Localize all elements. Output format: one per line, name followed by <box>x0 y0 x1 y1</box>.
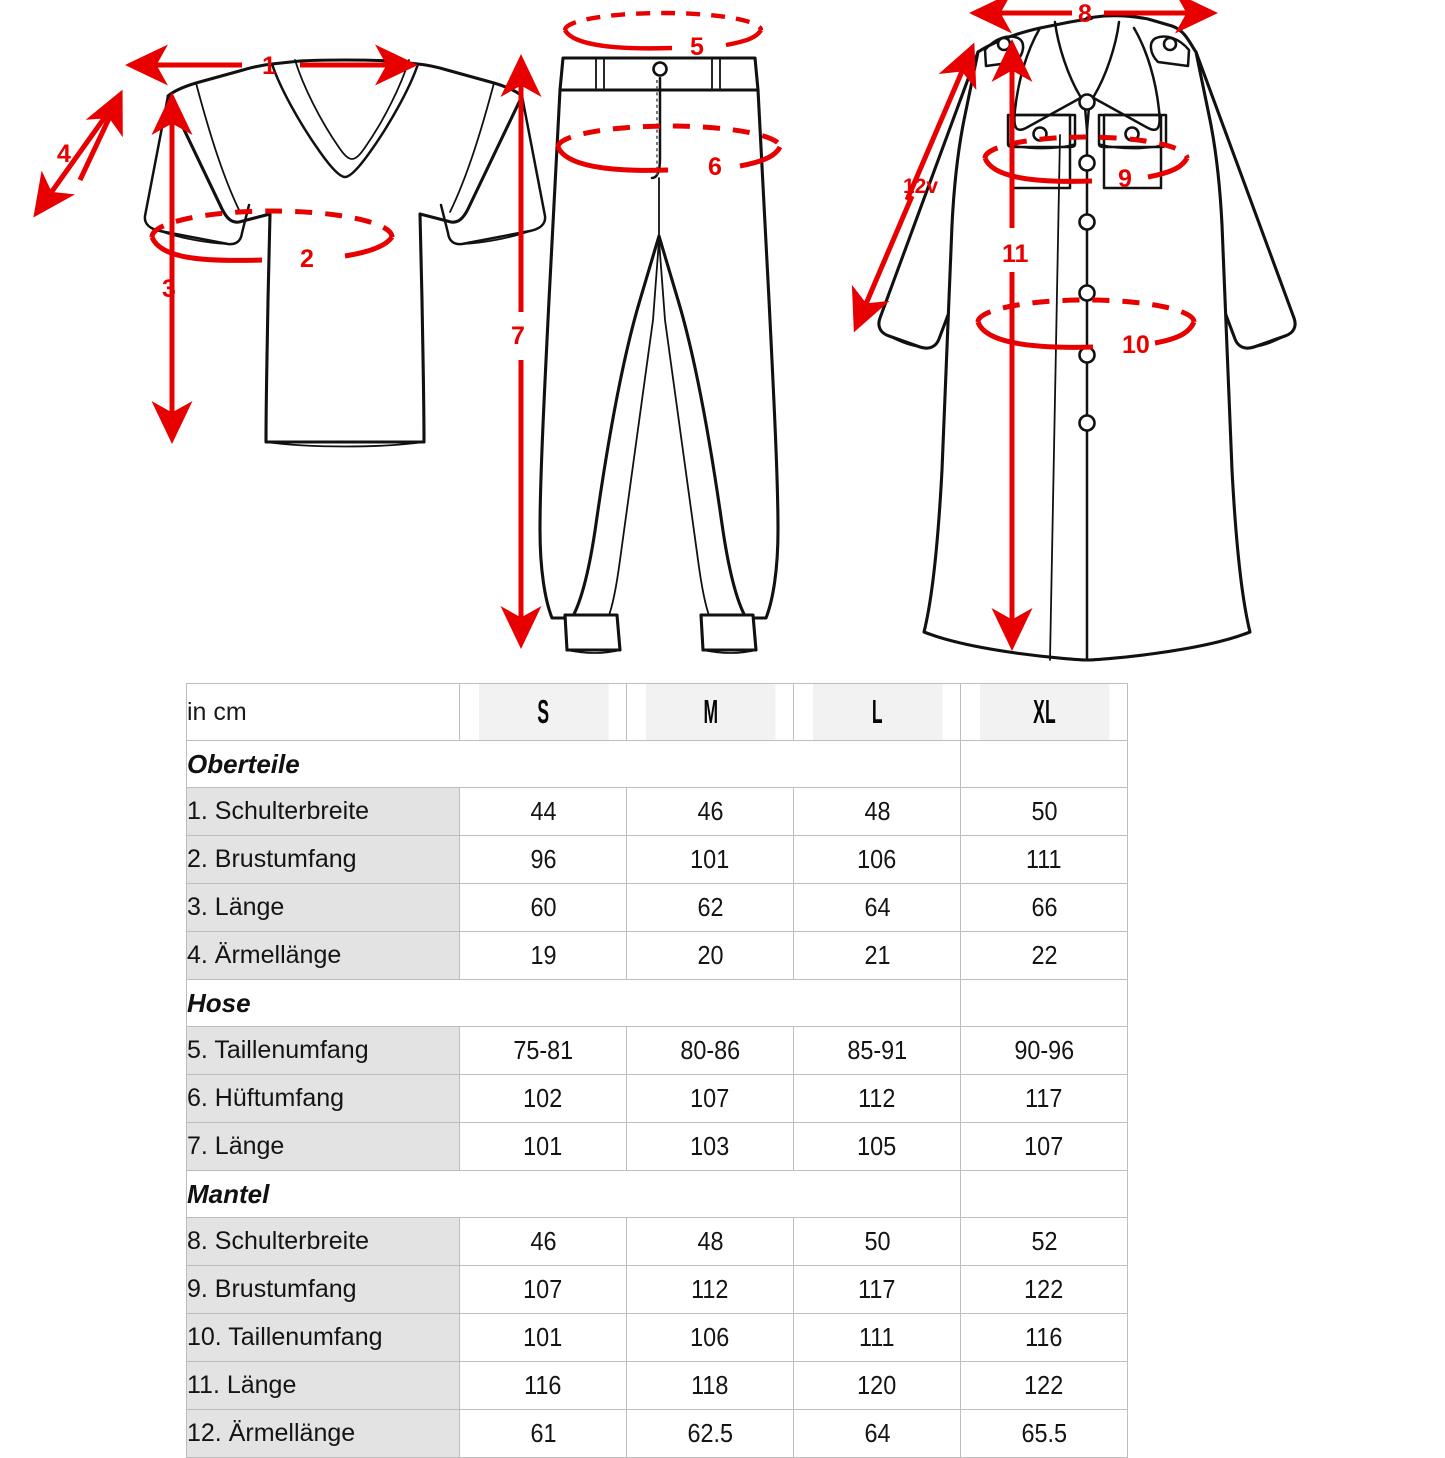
coat-epaulette-button-left <box>998 38 1010 50</box>
measurement-value <box>794 1123 961 1171</box>
measurement-value-text: 117 <box>858 1274 896 1304</box>
measurement-value-text: 62 <box>696 892 724 922</box>
size-column-header-s <box>478 684 608 741</box>
garment-illustrations <box>0 0 1445 670</box>
size-table-container <box>186 683 1127 1458</box>
measurement-value-text: 101 <box>523 1322 563 1352</box>
pants-measure-5-solid-right <box>726 30 761 45</box>
measurement-value-text: 65.5 <box>1021 1418 1067 1448</box>
measurement-value-text: 101 <box>523 1131 563 1161</box>
measurement-value-text: 107 <box>523 1274 563 1304</box>
measurement-value-text: 52 <box>1030 1226 1058 1256</box>
measurement-label: 1. Schulterbreite <box>187 788 460 836</box>
measurement-value-text: 46 <box>696 796 724 826</box>
measurement-value-text: 62.5 <box>687 1418 733 1448</box>
measurement-value <box>460 788 627 836</box>
coat-epaulette-button-right <box>1164 38 1176 50</box>
table-row <box>187 1218 1128 1266</box>
coat-label-10: 10 <box>1122 331 1150 359</box>
measurement-value-text: 80-86 <box>680 1035 740 1065</box>
measurement-value <box>460 836 627 884</box>
pants-label-6: 6 <box>708 153 722 181</box>
measurement-value-text: 118 <box>691 1370 729 1400</box>
measurement-value <box>627 1075 794 1123</box>
section-row <box>187 980 1128 1027</box>
measurement-value <box>460 1218 627 1266</box>
table-row <box>187 1410 1128 1458</box>
tshirt-measure-4-line-a <box>38 117 105 211</box>
coat-button-2 <box>1080 156 1095 171</box>
measurement-label: 7. Länge <box>187 1123 460 1171</box>
measurement-value-text: 101 <box>690 844 730 874</box>
table-row <box>187 1314 1128 1362</box>
tshirt-label-1: 1 <box>262 52 276 80</box>
coat-label-8: 8 <box>1078 0 1092 28</box>
coat-group <box>857 0 1295 660</box>
measurement-value <box>794 932 961 980</box>
pants-measure-5-solid-left <box>565 30 672 48</box>
table-row <box>187 836 1128 884</box>
measurement-value <box>627 1266 794 1314</box>
measurement-value <box>794 836 961 884</box>
measurement-value-text: 50 <box>863 1226 891 1256</box>
measurement-value <box>794 1027 961 1075</box>
tshirt-group <box>38 52 545 447</box>
size-column-header-text: XL <box>1032 693 1056 730</box>
measurement-value-text: 122 <box>1024 1274 1064 1304</box>
table-row <box>187 1362 1128 1410</box>
pants-group <box>511 13 780 653</box>
measurement-value-text: 20 <box>696 940 724 970</box>
tshirt-measure-4-line-b <box>80 95 120 180</box>
table-row <box>187 1027 1128 1075</box>
measurement-label: 10. Taillenumfang <box>187 1314 460 1362</box>
measurement-value-text: 116 <box>1025 1322 1063 1352</box>
pants-label-5: 5 <box>690 33 704 61</box>
measurement-value <box>627 1218 794 1266</box>
measurement-value <box>961 788 1128 836</box>
measurement-value <box>794 1410 961 1458</box>
coat-button-1 <box>1080 95 1095 110</box>
measurement-value <box>794 1314 961 1362</box>
unit-label: in cm <box>187 684 460 741</box>
measurement-value <box>460 1075 627 1123</box>
measurement-value <box>627 884 794 932</box>
measurement-value-text: 112 <box>858 1083 896 1113</box>
measurement-value-text: 96 <box>529 844 557 874</box>
measurement-value <box>627 1027 794 1075</box>
measurement-value <box>961 932 1128 980</box>
size-column-header-l <box>812 684 942 741</box>
measurement-value <box>460 884 627 932</box>
measurement-value-text: 64 <box>863 892 891 922</box>
coat-button-6 <box>1080 416 1095 431</box>
measurement-label: 11. Länge <box>187 1362 460 1410</box>
measurement-value <box>627 1123 794 1171</box>
measurement-value-text: 50 <box>1030 796 1058 826</box>
table-row <box>187 1266 1128 1314</box>
measurement-value-text: 111 <box>1026 844 1062 874</box>
measurement-value <box>794 1266 961 1314</box>
table-row <box>187 788 1128 836</box>
measurement-value <box>961 1075 1128 1123</box>
measurement-value-text: 106 <box>690 1322 730 1352</box>
section-row-spacer <box>961 741 1128 788</box>
measurement-value-text: 103 <box>690 1131 730 1161</box>
measurement-value <box>961 1218 1128 1266</box>
measurement-value <box>961 1362 1128 1410</box>
coat-button-4 <box>1080 286 1095 301</box>
coat-label-9: 9 <box>1118 165 1132 193</box>
measurement-value <box>460 1266 627 1314</box>
size-column-header-text: M <box>702 693 718 730</box>
size-column-header-xl <box>979 684 1109 741</box>
measurement-value-text: 111 <box>859 1322 895 1352</box>
measurement-label: 12. Ärmellänge <box>187 1410 460 1458</box>
pants-label-7: 7 <box>511 322 525 350</box>
measurement-value <box>460 1410 627 1458</box>
size-column-header-m <box>645 684 775 741</box>
measurement-value <box>460 1027 627 1075</box>
section-row <box>187 1171 1128 1218</box>
measurement-value <box>627 1410 794 1458</box>
measurement-label: 5. Taillenumfang <box>187 1027 460 1075</box>
measurement-value <box>460 932 627 980</box>
tshirt-label-3: 3 <box>162 275 176 303</box>
coat-button-3 <box>1080 215 1095 230</box>
measurement-value <box>961 884 1128 932</box>
measurement-value <box>794 1362 961 1410</box>
measurement-label: 2. Brustumfang <box>187 836 460 884</box>
size-table <box>186 683 1128 1458</box>
measurement-label: 6. Hüftumfang <box>187 1075 460 1123</box>
section-title: Mantel <box>187 1171 961 1218</box>
measurement-value <box>961 1314 1128 1362</box>
measurement-label: 8. Schulterbreite <box>187 1218 460 1266</box>
measurement-value-text: 48 <box>696 1226 724 1256</box>
measurement-value <box>460 1123 627 1171</box>
measurement-value <box>794 884 961 932</box>
section-title: Hose <box>187 980 961 1027</box>
measurement-value-text: 107 <box>690 1083 730 1113</box>
pants-measure-5-dashed <box>565 13 761 30</box>
measurement-value-text: 64 <box>863 1418 891 1448</box>
measurement-value-text: 116 <box>524 1370 562 1400</box>
coat-label-11: 11 <box>1002 240 1029 268</box>
measurement-value <box>627 836 794 884</box>
measurement-value-text: 66 <box>1030 892 1058 922</box>
tshirt-label-4: 4 <box>57 140 71 168</box>
measurement-value <box>961 1410 1128 1458</box>
measurement-value <box>961 836 1128 884</box>
table-header-row <box>187 684 1128 741</box>
measurement-value-text: 105 <box>857 1131 897 1161</box>
table-row <box>187 1123 1128 1171</box>
measurement-value-text: 117 <box>1025 1083 1063 1113</box>
measurement-value-text: 112 <box>691 1274 729 1304</box>
measurement-value-text: 19 <box>529 940 557 970</box>
tshirt-label-2: 2 <box>300 245 314 273</box>
measurement-value-text: 102 <box>523 1083 563 1113</box>
section-row-spacer <box>961 1171 1128 1218</box>
table-row <box>187 1075 1128 1123</box>
measurement-value <box>794 1218 961 1266</box>
measurement-value <box>627 1362 794 1410</box>
measurement-value-text: 46 <box>529 1226 557 1256</box>
measurement-value <box>627 932 794 980</box>
table-row <box>187 884 1128 932</box>
size-column-header-text: S <box>537 693 549 730</box>
measurement-value-text: 61 <box>529 1418 557 1448</box>
measurement-value <box>961 1266 1128 1314</box>
measurement-value <box>460 1362 627 1410</box>
size-column-header-text: L <box>871 693 883 730</box>
measurement-label: 9. Brustumfang <box>187 1266 460 1314</box>
section-row <box>187 741 1128 788</box>
measurement-value-text: 107 <box>1024 1131 1064 1161</box>
measurement-value-text: 48 <box>863 796 891 826</box>
measurement-value-text: 85-91 <box>847 1035 907 1065</box>
pants-button <box>654 63 667 76</box>
measurement-label: 3. Länge <box>187 884 460 932</box>
measurement-value <box>961 1123 1128 1171</box>
measurement-value <box>794 788 961 836</box>
measurement-value-text: 44 <box>529 796 557 826</box>
measurement-value <box>794 1075 961 1123</box>
measurement-value-text: 106 <box>857 844 897 874</box>
measurement-value <box>627 788 794 836</box>
section-row-spacer <box>961 980 1128 1027</box>
measurement-value-text: 22 <box>1030 940 1058 970</box>
table-row <box>187 932 1128 980</box>
measurement-label: 4. Ärmellänge <box>187 932 460 980</box>
measurement-value-text: 122 <box>1024 1370 1064 1400</box>
measurement-value-text: 120 <box>857 1370 897 1400</box>
measurement-value-text: 75-81 <box>513 1035 573 1065</box>
measurement-value-text: 21 <box>863 940 891 970</box>
measurement-value <box>460 1314 627 1362</box>
section-title: Oberteile <box>187 741 961 788</box>
measurement-value <box>961 1027 1128 1075</box>
measurement-value-text: 60 <box>529 892 557 922</box>
coat-label-12: 12v <box>903 175 939 198</box>
measurement-value-text: 90-96 <box>1014 1035 1074 1065</box>
measurement-value <box>627 1314 794 1362</box>
